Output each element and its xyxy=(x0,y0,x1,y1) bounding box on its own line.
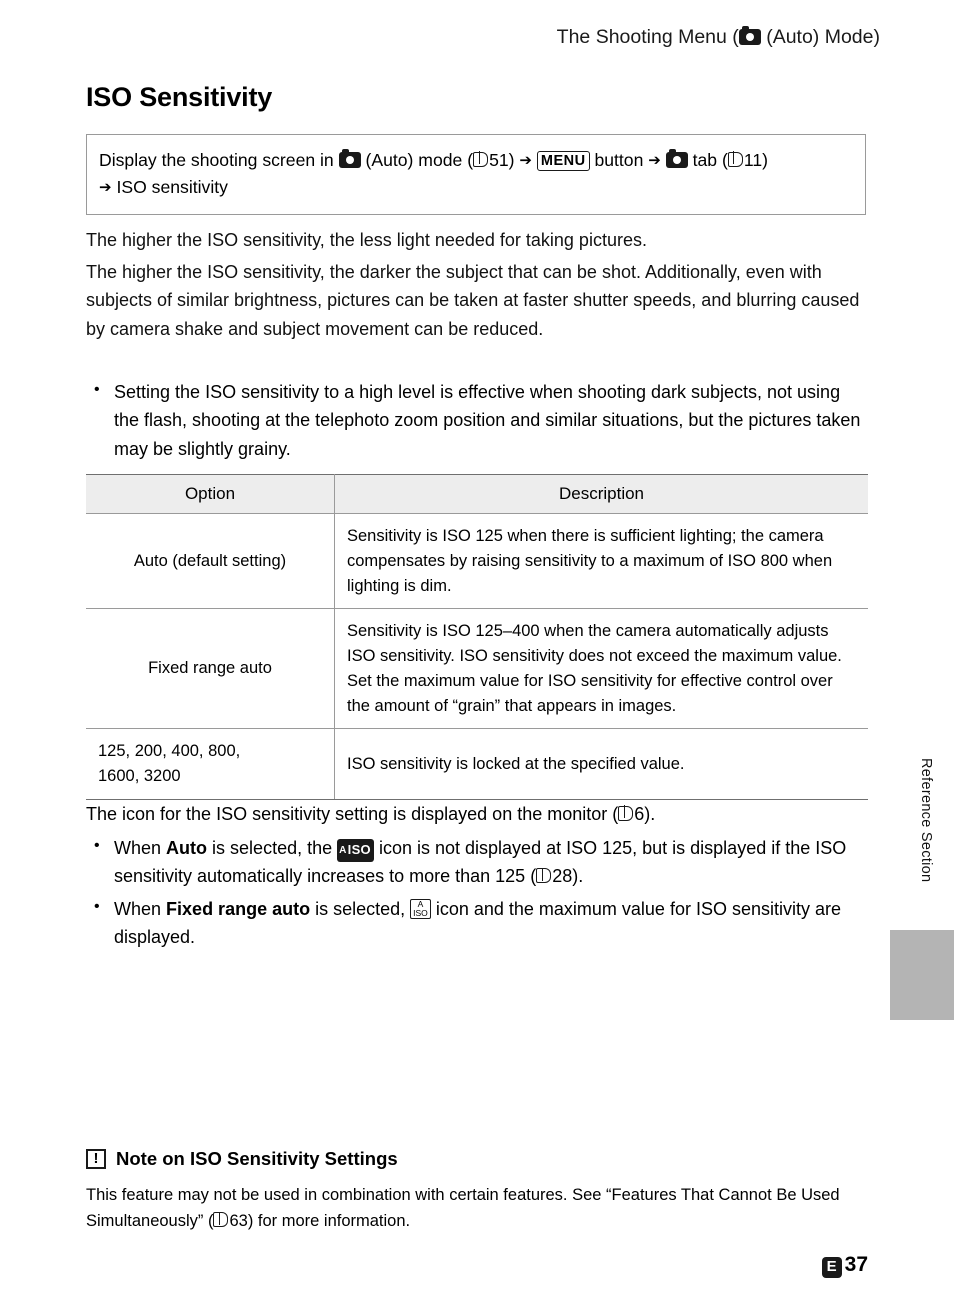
bullet1-post: icon is not displayed at ISO 125, but is displayed if the ISO sensitivity automatically increases to more than 125 ( xyxy=(114,838,847,887)
cell-option-line-1: 125, 200, 400, 800, xyxy=(98,742,241,761)
table-row xyxy=(86,729,868,800)
bullet2-post: icon and the maximum value for ISO sensitivity are displayed. xyxy=(114,898,841,948)
caution-icon xyxy=(86,1149,106,1169)
bullet2-bold: Fixed range auto xyxy=(166,898,311,919)
page-title: ISO Sensitivity xyxy=(86,82,273,112)
bullet1-bold: Auto xyxy=(166,838,208,858)
cell-description: Sensitivity is ISO 125 when there is sufficient lighting; the camera compensates by raising sensitivity to a maximum of ISO 800 when lighting is dim. xyxy=(335,514,869,609)
navbox-page2: 11) xyxy=(743,150,768,170)
book-icon xyxy=(473,152,488,167)
bullet2-mid: is selected, xyxy=(315,898,406,919)
table-header-row xyxy=(86,475,868,514)
header-text-after: (Auto) Mode) xyxy=(760,26,880,48)
book-icon xyxy=(618,806,633,821)
iso-options-table xyxy=(86,474,868,800)
camera-auto-icon xyxy=(739,29,761,45)
table-row xyxy=(86,514,868,609)
arrow-icon: ➔ xyxy=(648,152,661,169)
cell-option-line-2: 1600, 3200 xyxy=(98,767,181,785)
cell-description-line-2: Set the maximum value for ISO sensitivity for effective control over the amount of “grain” that appears in images. xyxy=(347,671,833,715)
cell-option: Auto (default setting) xyxy=(86,514,335,609)
navbox-page1: 51) xyxy=(489,150,515,170)
paragraph-after-table xyxy=(86,800,876,828)
note-title-text: Note on ISO Sensitivity Settings xyxy=(116,1148,398,1169)
bullet1-pre: When xyxy=(114,838,162,858)
bullet-list-bottom xyxy=(86,834,876,956)
bullet1-page: 28). xyxy=(552,866,584,887)
navbox-seg5: ISO sensitivity xyxy=(116,177,228,198)
menu-button-icon: MENU xyxy=(537,151,590,171)
iso-auto-badge-icon: AISO xyxy=(337,839,374,862)
after-line-text: The icon for the ISO sensitivity setting is displayed on the monitor ( xyxy=(86,804,619,824)
cell-option: Fixed range auto xyxy=(86,609,335,729)
bullet1-mid: is selected, the xyxy=(212,838,333,858)
table-row xyxy=(86,609,868,729)
column-header-description: Description xyxy=(335,475,869,514)
navbox-seg2: (Auto) mode ( xyxy=(365,150,474,170)
menu-path-box xyxy=(86,134,866,215)
camera-auto-icon xyxy=(339,152,361,168)
cell-description: ISO sensitivity is locked at the specified value. xyxy=(335,729,869,800)
running-header xyxy=(0,26,880,49)
note-body xyxy=(86,1182,876,1235)
cell-description xyxy=(335,609,869,729)
navbox-seg4: tab ( xyxy=(692,150,728,170)
page-number: 37 xyxy=(844,1253,868,1277)
column-header-option: Option xyxy=(86,475,335,514)
after-line-page: 6). xyxy=(634,804,656,824)
paragraph-2: The higher the ISO sensitivity, the darker the subject that can be shot. Additionally, even with subjects of similar brightness, pictures can be taken at faster shutter speeds, and blurring caused by camera shake and subject movement can be reduced. xyxy=(86,262,860,339)
section-tab xyxy=(890,730,954,1030)
navbox-seg1: Display the shooting screen in xyxy=(99,150,334,170)
note-body-pre: This feature may not be used in combination with certain features. See “Features That Cannot Be Used Simultaneously” ( xyxy=(86,1186,840,1231)
cell-option xyxy=(86,729,335,800)
iso-fixed-range-icon: A ISO xyxy=(410,899,431,919)
list-item xyxy=(86,895,876,952)
header-text-before: The Shooting Menu ( xyxy=(556,26,739,48)
note-body-page: 63) for more information. xyxy=(229,1212,411,1231)
list-item xyxy=(86,834,876,891)
list-item: • Setting the ISO sensitivity to a high level is effective when shooting dark subjects, not using the flash, shooting at the telephoto zoom position and similar situations, but the pictures taken may be slightly grainy. xyxy=(86,378,870,463)
arrow-icon: ➔ xyxy=(519,152,532,169)
section-tab-marker xyxy=(890,930,954,1020)
arrow-icon: ➔ xyxy=(99,179,112,197)
note-title xyxy=(86,1148,876,1170)
page-footer xyxy=(822,1253,868,1278)
paragraph-1: The higher the ISO sensitivity, the less light needed for taking pictures. xyxy=(86,230,647,250)
section-tab-label: Reference Section xyxy=(918,758,934,883)
book-icon xyxy=(536,868,551,883)
book-icon xyxy=(728,152,743,167)
navbox-seg3: button xyxy=(594,150,644,170)
cell-description-line-1: Sensitivity is ISO 125–400 when the camera automatically adjusts ISO sensitivity. ISO sensitivity does not exceed the maximum value. xyxy=(347,622,842,665)
bullet-list-top xyxy=(86,378,870,467)
bullet2-pre: When xyxy=(114,898,162,919)
reference-mark-icon: E xyxy=(822,1257,842,1278)
camera-auto-icon xyxy=(666,152,688,168)
note-block xyxy=(86,1148,876,1235)
book-icon xyxy=(213,1212,228,1227)
